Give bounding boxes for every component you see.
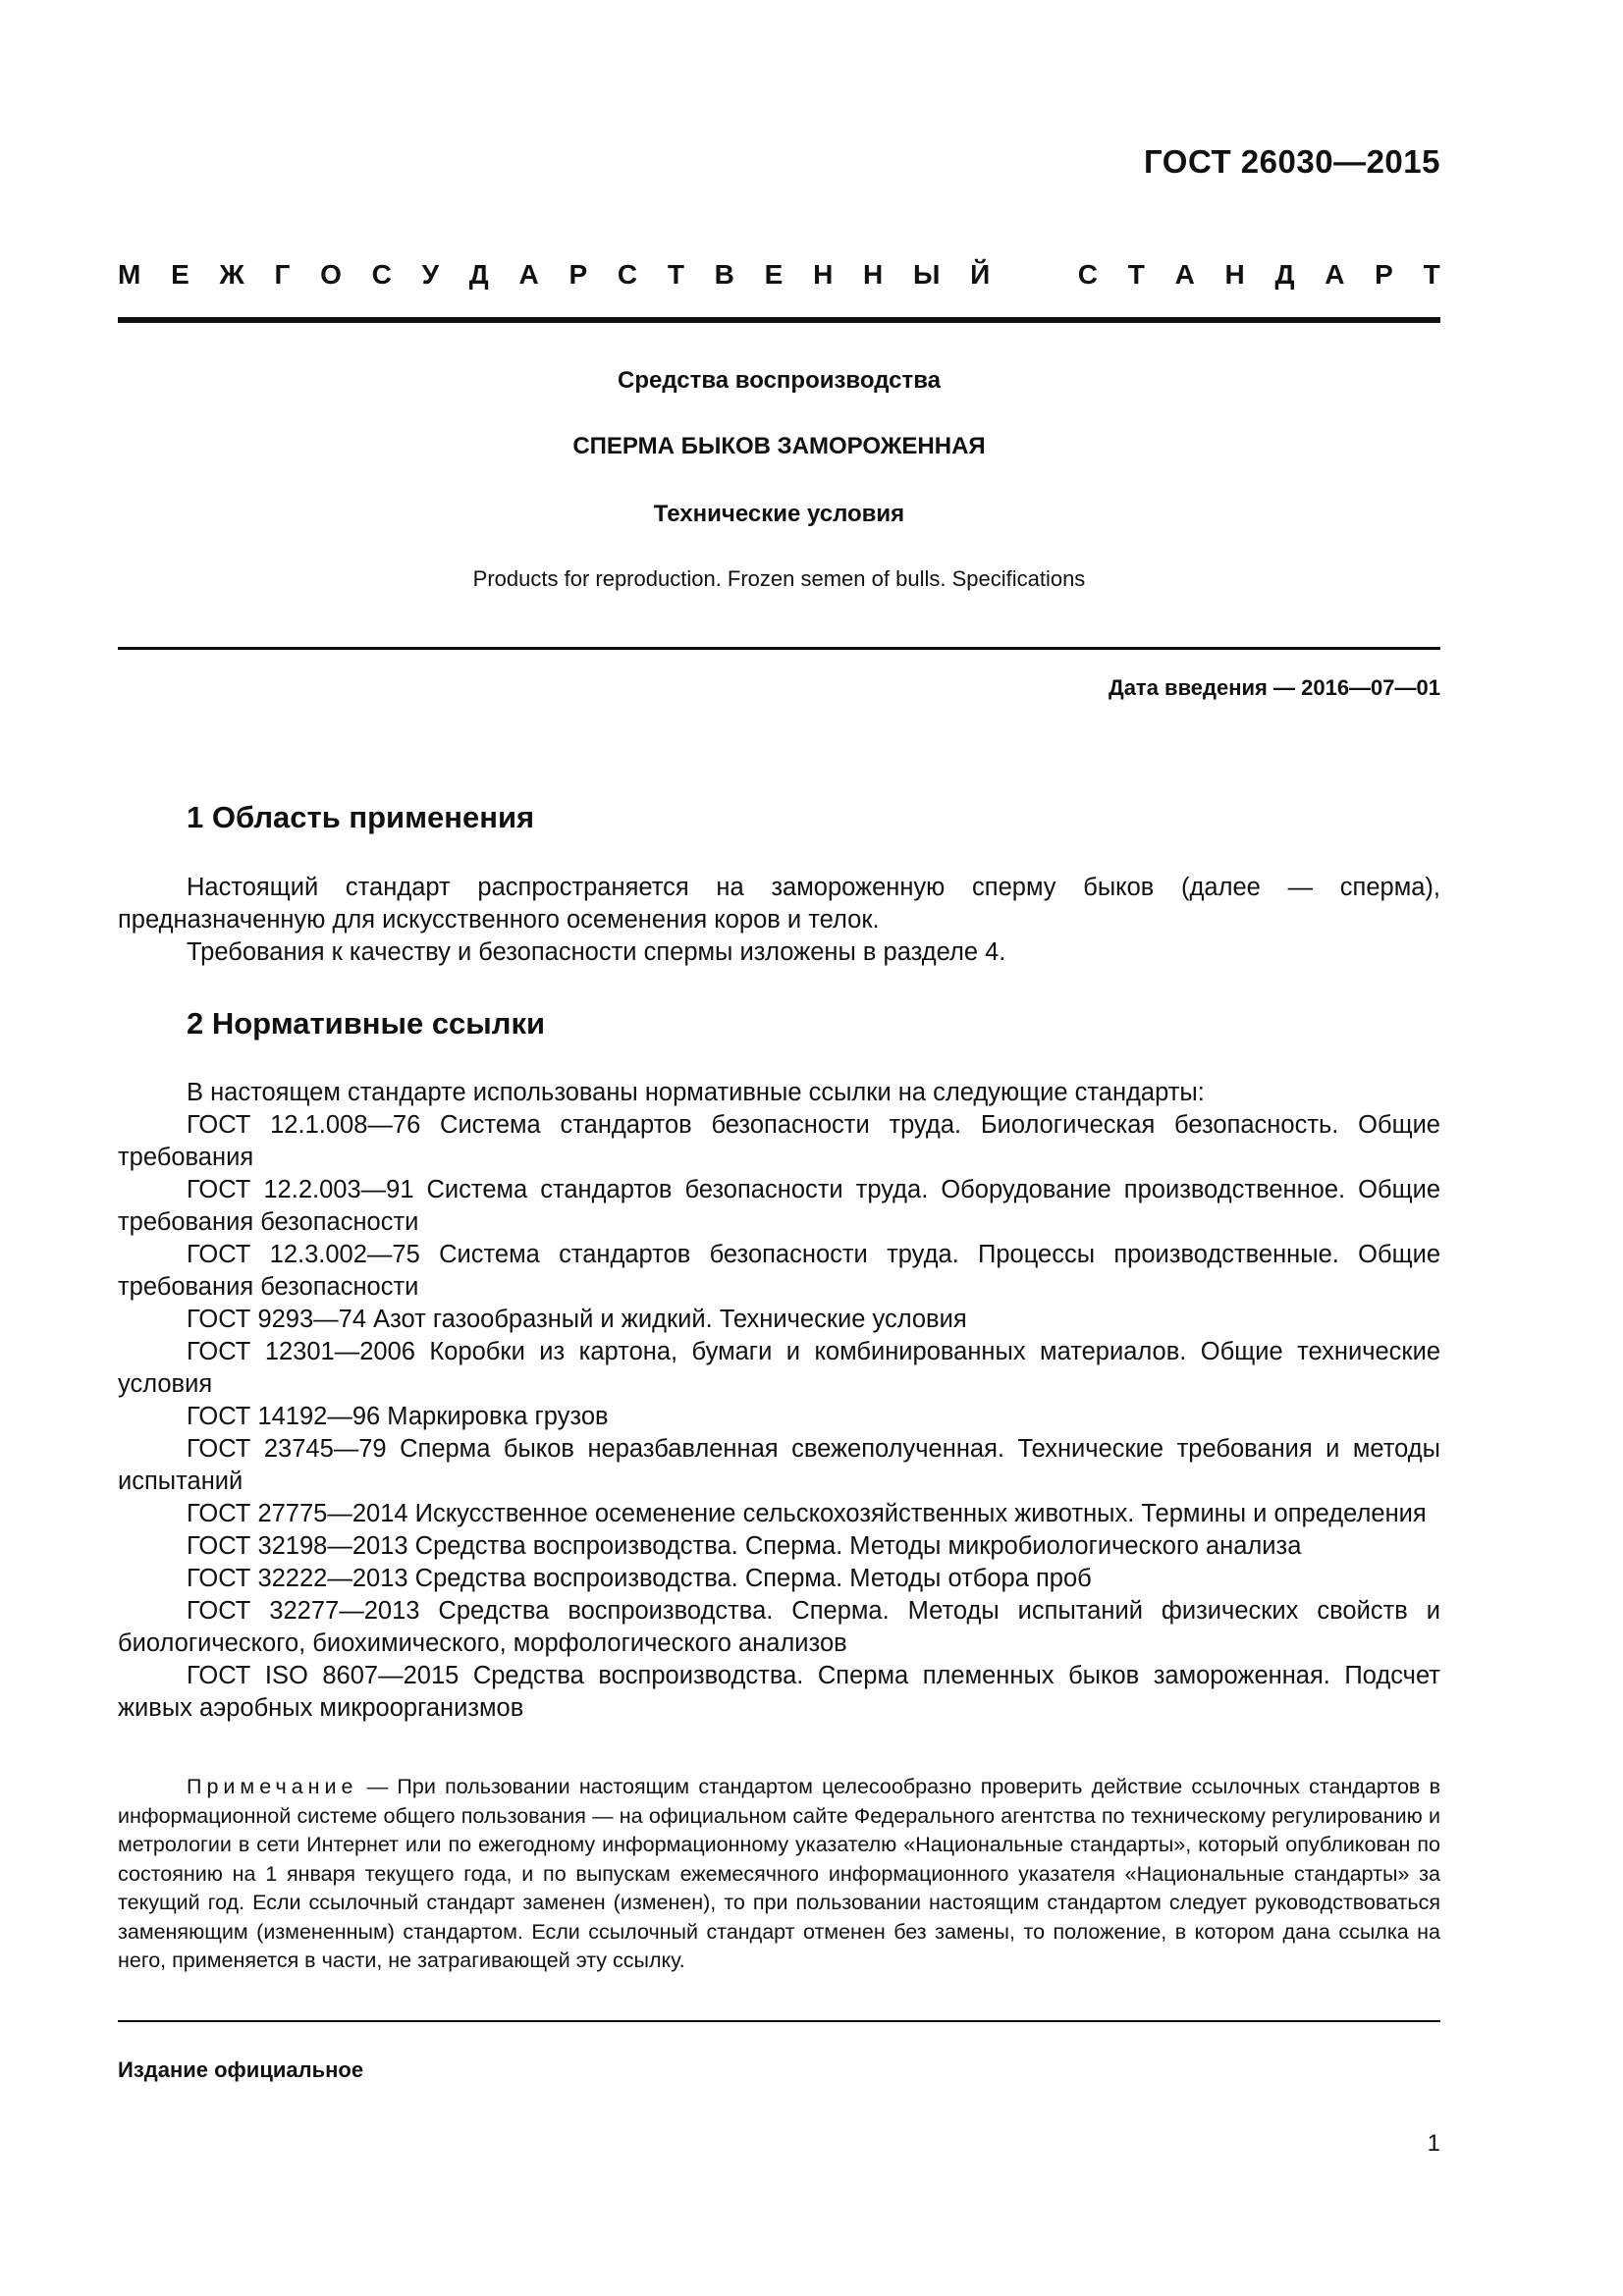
note [118, 1773, 1440, 1976]
reference-item: ГОСТ 23745—79 Сперма быков неразбавленная свежеполученная. Технические требования и методы испытаний [118, 1435, 1440, 1495]
standard-type-letter: А [1174, 259, 1195, 290]
document-title-english: Products for reproduction. Frozen semen of bulls. Specifications [472, 566, 1086, 591]
note-paragraph [118, 1773, 1440, 1976]
standard-type-letter: Р [1375, 259, 1393, 290]
standard-type-letter: Е [764, 259, 784, 290]
reference-item: ГОСТ 12.3.002—75 Система стандартов безопасности труда. Процессы производственные. Общие требования безопасности [118, 1241, 1440, 1301]
standard-type-letter: А [518, 259, 539, 290]
header-divider [118, 317, 1440, 323]
note-label: Примечание [187, 1775, 358, 1798]
footer-divider [118, 2020, 1440, 2022]
standard-type-letter: М [118, 259, 141, 290]
standard-type-letter: О [320, 259, 342, 290]
section-1-heading: 1 Область применения [187, 800, 535, 834]
standard-type-letter: Т [1127, 259, 1145, 290]
standard-type-letter: Д [468, 259, 489, 290]
document-title: СПЕРМА БЫКОВ ЗАМОРОЖЕННАЯ [572, 433, 986, 459]
standard-type-letter: Й [970, 259, 991, 290]
standard-type-letter: С [617, 259, 638, 290]
document-category: Средства воспроизводства [617, 367, 942, 394]
note-text: — При пользовании настоящим стандартом целесообразно проверить действие ссылочных стандартов в информационной системе общего пользования — на официальном сайте Федерального агентства по техническому регулированию и метрологии в сети Интернет или по ежегодному информационному указателю «Национальные стандарты», который опубликован по состоянию на 1 января текущего года, и по выпускам ежемесячного информационного указателя «Национальные стандарты» за текущий год. Если ссылочный стандарт заменен (изменен), то при пользовании настоящим стандартом следует руководствоваться заменяющим (измененным) стандартом. Если ссылочный стандарт отменен без замены, то положение, в котором дана ссылка на него, применяется в части, не затрагивающей эту ссылку. [118, 1775, 1440, 1972]
standard-type-letter: С [371, 259, 392, 290]
standard-type-letter: Т [667, 259, 684, 290]
reference-item: ГОСТ 14192—96 Маркировка грузов [187, 1403, 609, 1430]
reference-item: ГОСТ 12.1.008—76 Система стандартов безопасности труда. Биологическая безопасность. Общие требования [118, 1111, 1440, 1171]
standard-type-letter: Н [863, 259, 884, 290]
standard-type-letter: Д [1274, 259, 1295, 290]
reference-item: ГОСТ 12301—2006 Коробки из картона, бумаги и комбинированных материалов. Общие технические условия [118, 1338, 1440, 1398]
reference-item: ГОСТ 12.2.003—91 Система стандартов безопасности труда. Оборудование производственное. Общие требования безопасности [118, 1176, 1440, 1236]
reference-item: ГОСТ 32277—2013 Средства воспроизводства. Сперма. Методы испытаний физических свойств и биологического, биохимического, морфологического анализов [118, 1597, 1440, 1657]
paragraph: В настоящем стандарте использованы нормативные ссылки на следующие стандарты: [187, 1079, 1205, 1106]
reference-item: ГОСТ 27775—2014 Искусственное осеменение сельскохозяйственных животных. Термины и определения [187, 1500, 1427, 1527]
standard-type-letter: Н [1224, 259, 1245, 290]
page-number: 1 [1427, 2130, 1440, 2157]
section-1-body [118, 872, 1440, 969]
standard-type-letter: Ж [219, 259, 244, 290]
introduction-date: Дата введения — 2016—07—01 [1109, 675, 1440, 700]
standard-type-letter: Ы [913, 259, 941, 290]
reference-item: ГОСТ 9293—74 Азот газообразный и жидкий. Технические условия [187, 1306, 967, 1333]
section-2-heading: 2 Нормативные ссылки [187, 1006, 546, 1041]
standard-type-heading [118, 259, 1440, 291]
document-number: ГОСТ 26030—2015 [1144, 143, 1440, 180]
standard-type-letter: А [1325, 259, 1345, 290]
standard-type-letter: Е [171, 259, 189, 290]
paragraph: Требования к качеству и безопасности спермы изложены в разделе 4. [187, 938, 1006, 966]
standard-type-letter: С [1077, 259, 1098, 290]
reference-item: ГОСТ ISO 8607—2015 Средства воспроизводства. Сперма племенных быков замороженная. Подсчет живых аэробных микроорганизмов [118, 1662, 1440, 1722]
standard-type-letter: В [714, 259, 734, 290]
standard-type-letter: Н [813, 259, 834, 290]
title-divider [118, 647, 1440, 650]
standard-type-letter [1020, 259, 1048, 291]
standard-type-letter: Т [1423, 259, 1440, 290]
standard-type-letter: У [421, 259, 440, 290]
standard-type-letter: Г [274, 259, 291, 290]
reference-item: ГОСТ 32198—2013 Средства воспроизводства. Сперма. Методы микробиологического анализа [187, 1532, 1302, 1560]
edition-label: Издание официальное [118, 2057, 364, 2082]
document-subtitle: Технические условия [653, 501, 905, 527]
paragraph: Настоящий стандарт распространяется на замороженную сперму быков (далее — сперма), предназначенную для искусственного осеменения коров и телок. [118, 874, 1440, 934]
reference-item: ГОСТ 32222—2013 Средства воспроизводства. Сперма. Методы отбора проб [187, 1565, 1092, 1592]
standard-type-letter: Р [568, 259, 588, 290]
section-2-body [118, 1077, 1440, 1725]
